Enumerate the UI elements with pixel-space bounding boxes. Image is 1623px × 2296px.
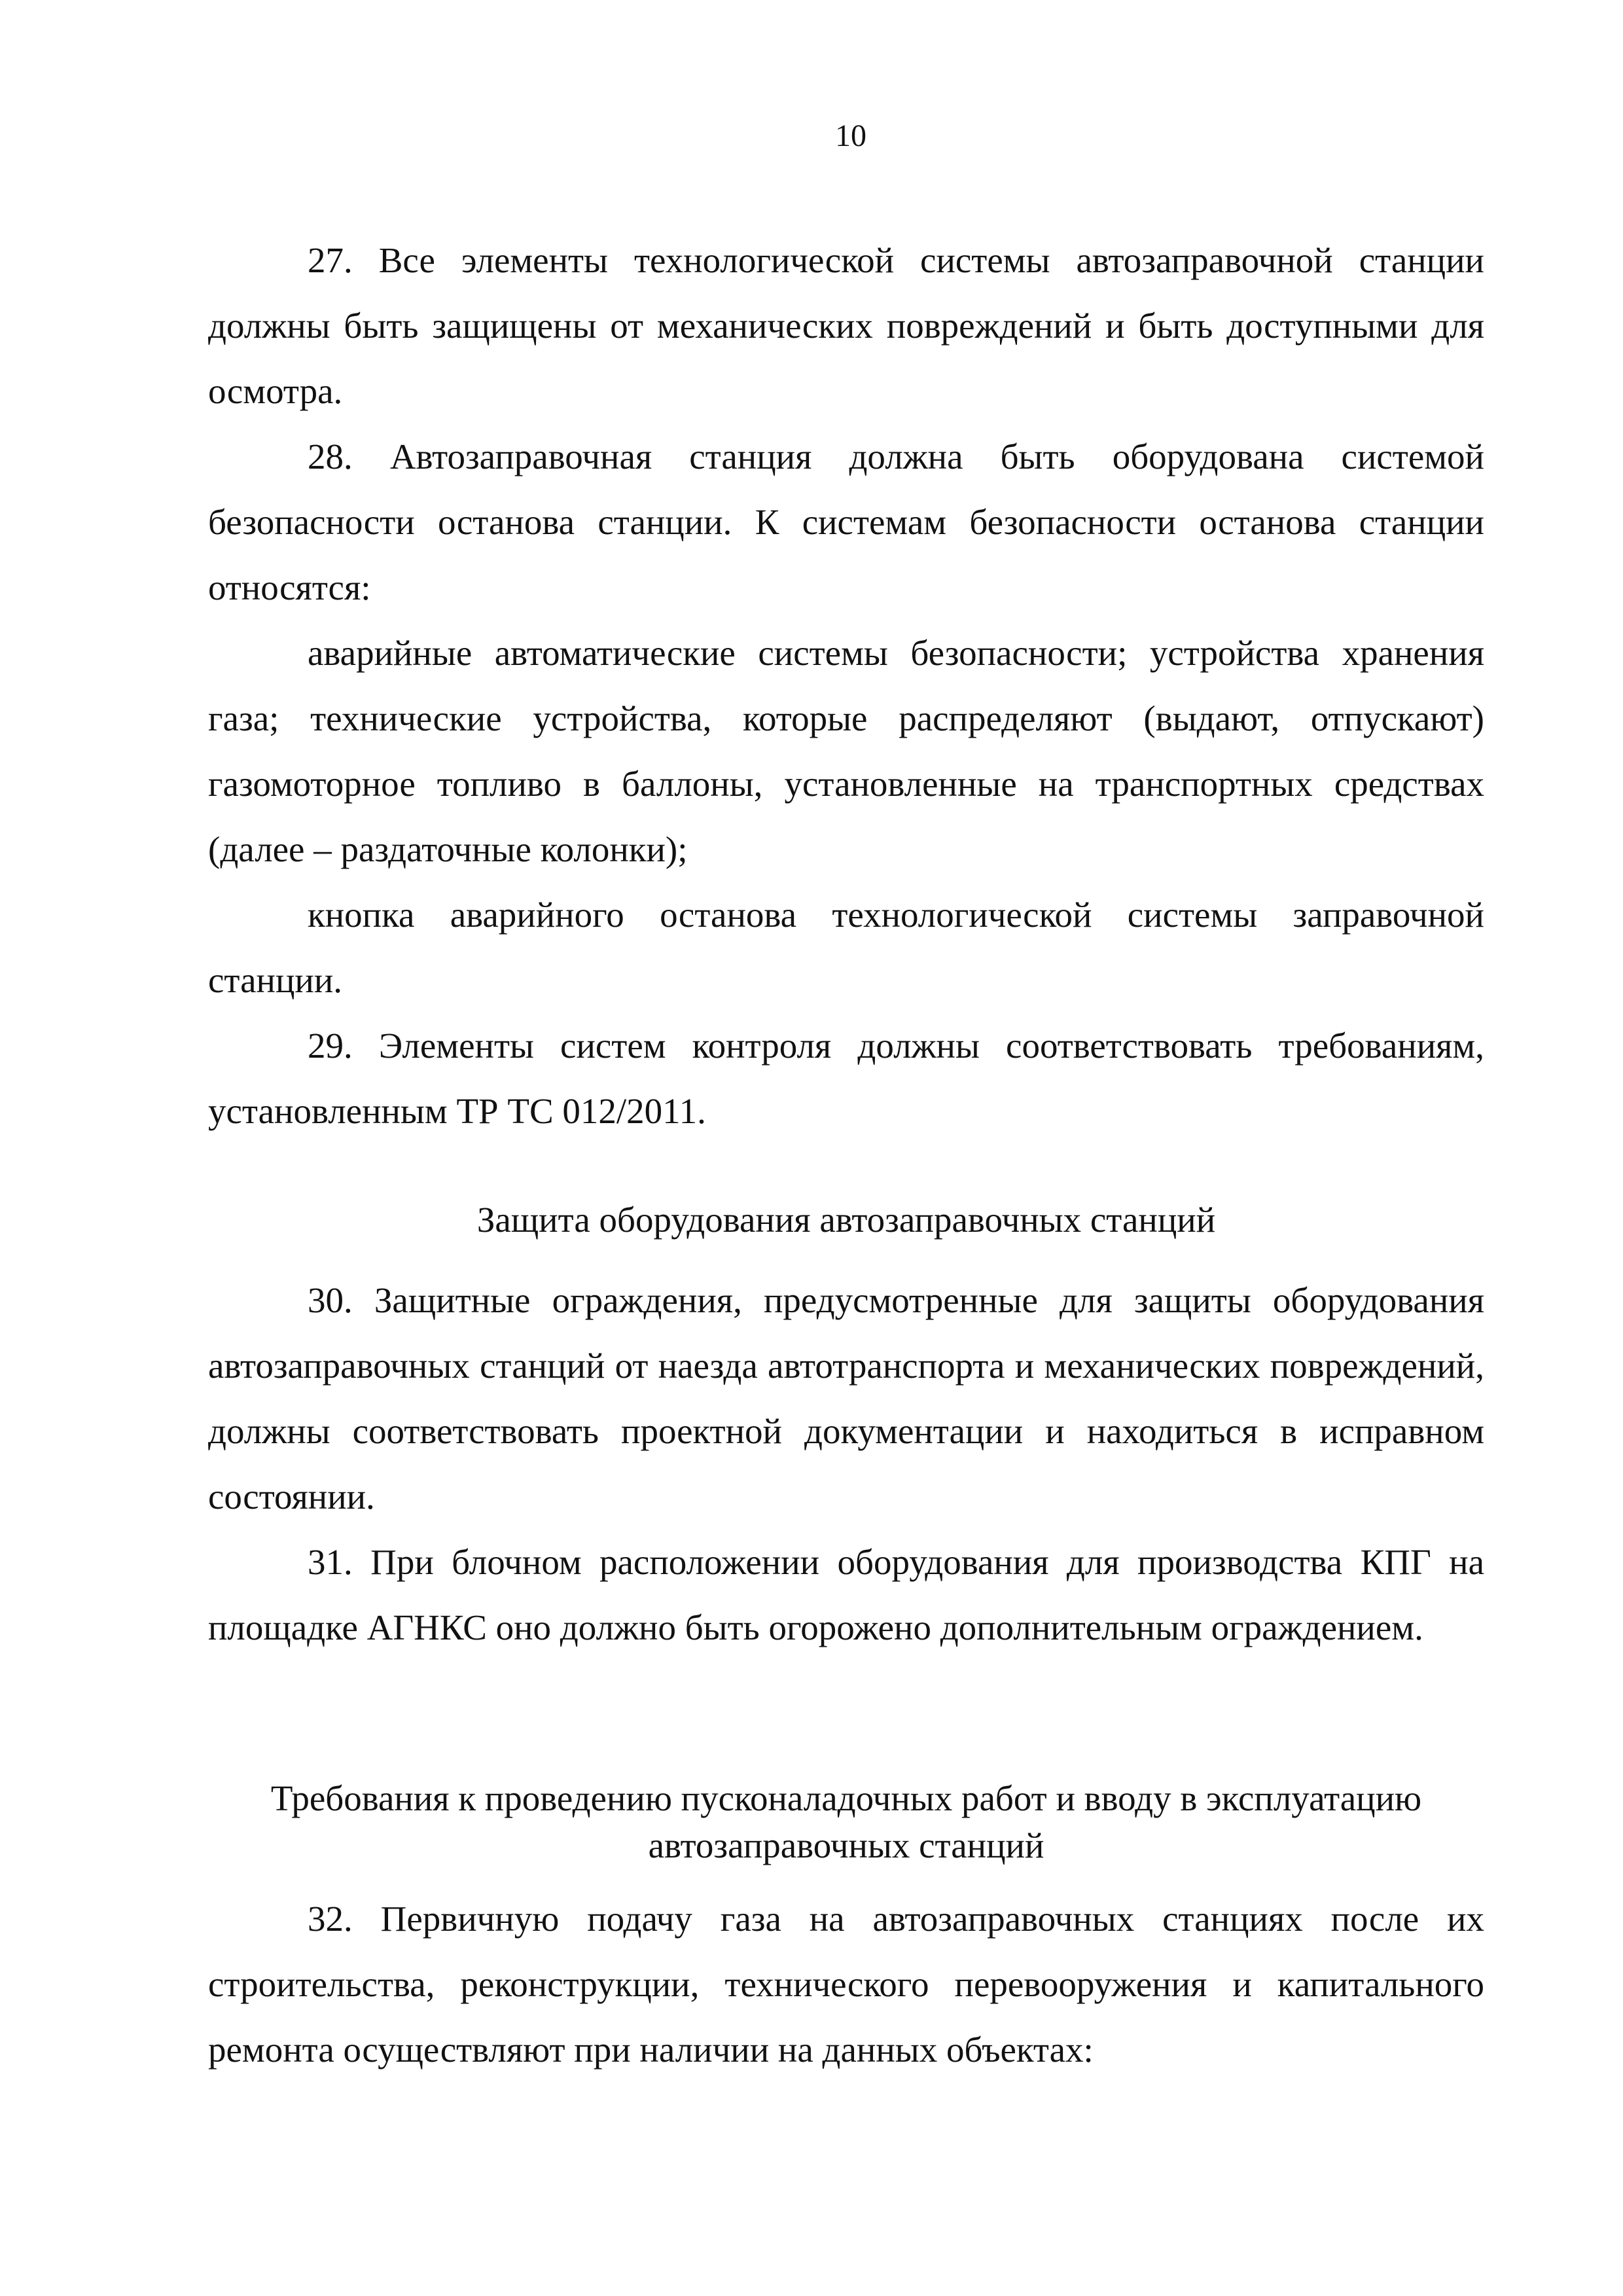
paragraph-29: 29. Элементы систем контроля должны соответствовать требованиям, установленным ТР ТС 012/2011.	[208, 1026, 1484, 1131]
section-block-3	[208, 1886, 1484, 2083]
section-heading-1	[208, 1196, 1484, 1244]
paragraph-32: 32. Первичную подачу газа на автозаправочных станциях после их строительства, реконструкции, технического перевооружения и капитального ремонта осуществляют при наличии на данных объектах:	[208, 1899, 1484, 2070]
paragraph-28-item-2: кнопка аварийного останова технологической системы заправочной станции.	[208, 895, 1484, 1000]
paragraph-28: 28. Автозаправочная станция должна быть оборудована системой безопасности останова станции. К системам безопасности останова станции относятся:	[208, 437, 1484, 607]
page-number: 10	[835, 118, 866, 153]
paragraph-27: 27. Все элементы технологической системы автозаправочной станции должны быть защищены от механических повреждений и быть доступными для осмотра.	[208, 240, 1484, 411]
paragraph-28-item-1: аварийные автоматические системы безопасности; устройства хранения газа; технические устройства, которые распределяют (выдают, отпускают) газомоторное топливо в баллоны, установленные на транспортных средствах (далее – раздаточные колонки);	[208, 633, 1484, 869]
heading-commissioning-line-2: автозаправочных станций	[648, 1825, 1044, 1865]
section-block-2	[208, 1268, 1484, 1660]
paragraph-30: 30. Защитные ограждения, предусмотренные для защиты оборудования автозаправочных станций от наезда автотранспорта и механических повреждений, должны соответствовать проектной документации и находиться в исправном состоянии.	[208, 1280, 1484, 1516]
paragraph-31: 31. При блочном расположении оборудования для производства КПГ на площадке АГНКС оно должно быть огорожено дополнительным ограждением.	[208, 1542, 1484, 1647]
section-heading-2	[208, 1775, 1484, 1869]
heading-equipment-protection: Защита оборудования автозаправочных станций	[476, 1200, 1216, 1240]
section-block-1	[208, 228, 1484, 1144]
heading-commissioning-line-1: Требования к проведению пусконаладочных работ и вводу в эксплуатацию	[270, 1778, 1422, 1818]
